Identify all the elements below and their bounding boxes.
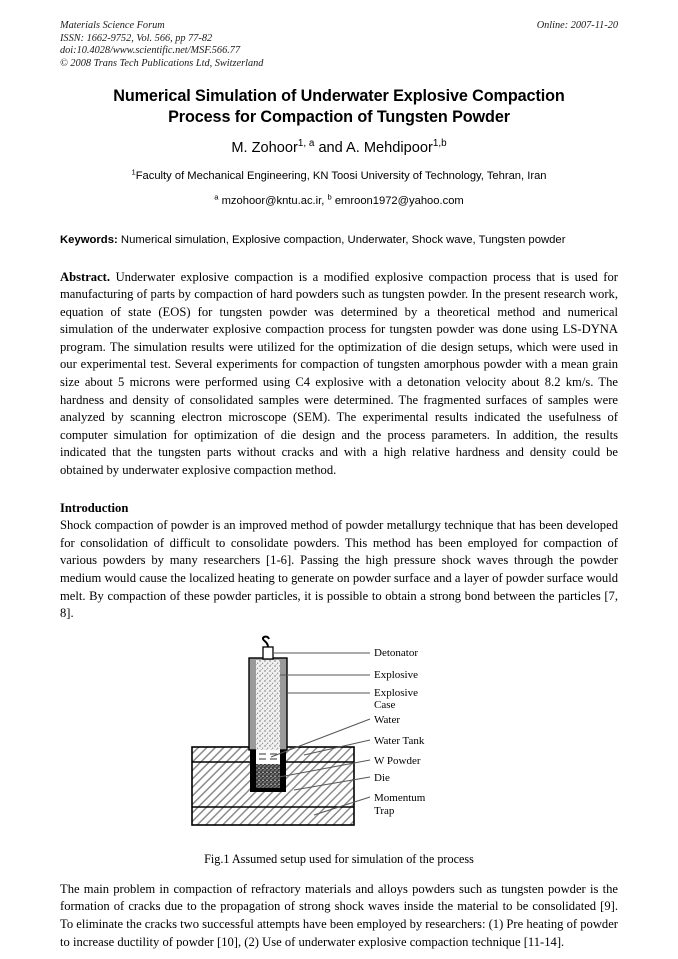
abstract-label: Abstract. (60, 269, 111, 284)
die-wall-bottom (250, 788, 286, 792)
label-explosive-case-line2: Case (374, 698, 396, 711)
copyright-line: © 2008 Trans Tech Publications Ltd, Switzerland (60, 57, 264, 69)
masthead (60, 20, 618, 76)
label-w-powder: W Powder (374, 754, 421, 767)
introduction-paragraph-2: The main problem in compaction of refractory materials and alloys powders such as tungsten powder is the formation of cracks due to the propagation of strong shock waves inside the material to be consolidated [9]. To eliminate the cracks two successful attempts have been employed by researchers: (1) Pre heating of powder to increase ductility of powder [10], (2) Use of underwater explosive compaction technique [11-14]. (60, 881, 618, 949)
water-region (256, 750, 280, 764)
figure-1 (60, 635, 618, 847)
detonator-body (263, 647, 273, 659)
title-line-1: Numerical Simulation of Underwater Explosive Compaction (113, 87, 565, 105)
title-line-2: Process for Compaction of Tungsten Powder (168, 108, 510, 126)
keywords-text: Numerical simulation, Explosive compaction, Underwater, Shock wave, Tungsten powder (117, 234, 566, 246)
introduction-paragraph-1: Shock compaction of powder is an improved method of powder metallurgy technique that has been developed for consolidation of difficult to consolidate powders. This method has been employed for compaction of various powders by many researchers [1-6]. Passing the high pressure shock waves through the powder medium would cause the localized heating to generate on powder surface and a layer of powder surface would melt. By compaction of these powder particles, it is possible to obtain a strong bond between the particles [7, 8]. (60, 518, 618, 621)
label-die: Die (374, 771, 390, 784)
label-explosive-case-line1: Explosive (374, 686, 418, 699)
author-1-superscript: 1, a (297, 138, 315, 150)
introduction-heading: Introduction (60, 500, 129, 515)
author-conjunction: and (314, 140, 347, 156)
page-title (60, 86, 618, 128)
die-wall-left (250, 750, 256, 792)
label-water-tank: Water Tank (374, 734, 425, 747)
explosive-charge (256, 660, 280, 750)
keywords-section (60, 233, 618, 249)
affiliation-marker: 1 (131, 167, 136, 177)
author-list (60, 139, 618, 157)
masthead-left (60, 20, 460, 70)
abstract-text: Underwater explosive compaction is a modified explosive compaction process that is used for manufacturing of parts by compaction of hard powders such as tungsten powder. In the present research work, equation of state (EOS) for tungsten powder was determined by a theoretical method and numerical simulation of the underwater explosive compaction process for tungsten powder was done using LS-DYNA program. The simulation results were utilized for the optimization of die design setups, which were used in our experimental test. Several experiments for compaction of tungsten amorphous powder with a mean grain size about 5 microns were performed using C4 explosive with a detonation velocity about 8.2 km/s. The hardness and density of consolidated samples were determined. The fragmented surfaces of samples were analyzed by scanning electron microscope (SEM). The experimental results indicated the usefulness of computer simulation for optimization of die design and the process parameters. In addition, the results indicated that the tungsten parts without cracks and with a high relative hardness and density could be obtained by underwater explosive compaction method. (60, 269, 618, 478)
figure-1-diagram (174, 635, 504, 835)
journal-name: Materials Science Forum (60, 20, 165, 31)
email-address-a: mzohoor@kntu.ac.ir, (218, 195, 328, 207)
author-2-superscript: 1,b (432, 138, 447, 150)
detonator-wire (263, 636, 269, 646)
affiliation-text: Faculty of Mechanical Engineering, KN Toosi University of Technology, Tehran, Iran (135, 170, 547, 182)
author-1-name: M. Zohoor (231, 140, 298, 156)
label-explosive: Explosive (374, 668, 418, 681)
doi-line: doi:10.4028/www.scientific.net/MSF.566.77 (60, 45, 241, 57)
abstract-section (60, 269, 618, 480)
email-address-b: emroon1972@yahoo.com (331, 195, 464, 207)
issn-line: ISSN: 1662-9752, Vol. 566, pp 77-82 (60, 32, 213, 44)
figure-1-caption: Fig.1 Assumed setup used for simulation of the process (204, 851, 474, 866)
author-2-name: A. Mehdipoor (346, 140, 433, 156)
keywords-label: Keywords: (60, 234, 118, 246)
label-momentum-trap-line1: Momentum (374, 791, 426, 804)
label-momentum-trap-line2: Trap (374, 804, 395, 817)
affiliation (60, 169, 618, 184)
author-emails (60, 194, 618, 209)
die-wall-right (280, 750, 286, 792)
online-date: Online: 2007-11-20 (536, 20, 618, 31)
page-content (60, 20, 618, 951)
email-marker-a: a (214, 192, 219, 202)
label-detonator: Detonator (374, 646, 418, 659)
email-marker-b: b (327, 192, 332, 202)
label-water: Water (374, 713, 400, 726)
